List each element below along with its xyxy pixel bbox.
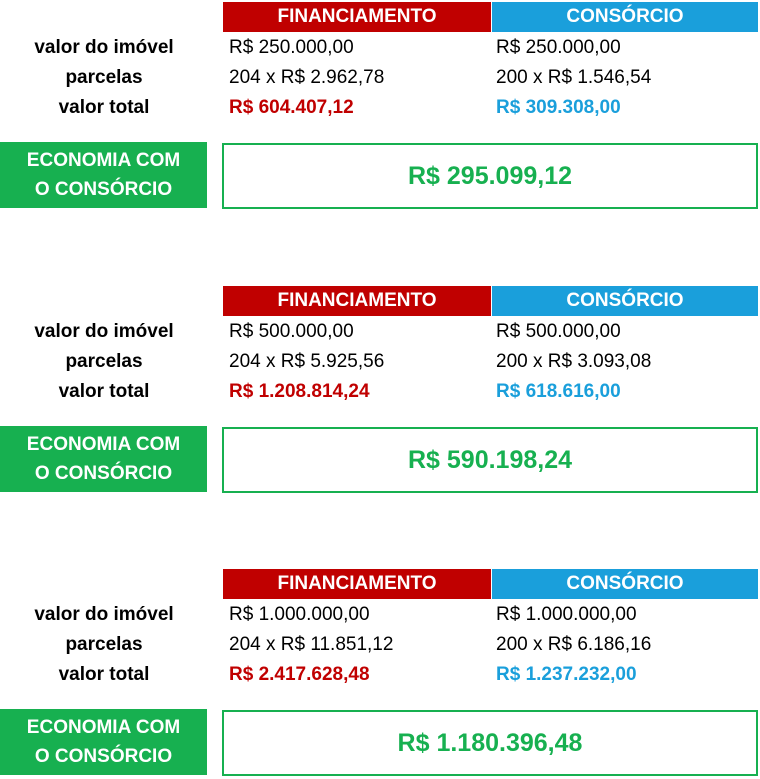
economia-label	[0, 426, 207, 492]
financiamento-parcelas: 204 x R$ 5.925,56	[229, 351, 385, 372]
consorcio-valor-imovel: R$ 1.000.000,00	[496, 604, 637, 625]
comparison-block-1	[0, 2, 760, 212]
financiamento-valor-imovel: R$ 250.000,00	[229, 37, 354, 58]
financiamento-valor-imovel: R$ 500.000,00	[229, 321, 354, 342]
consorcio-parcelas: 200 x R$ 3.093,08	[496, 351, 652, 372]
label-valor-imovel: valor do imóvel	[34, 604, 174, 625]
financiamento-valor-total: R$ 604.407,12	[229, 97, 354, 118]
consorcio-valor-imovel: R$ 500.000,00	[496, 321, 621, 342]
comparison-block-3	[0, 569, 760, 779]
header-consorcio: CONSÓRCIO	[492, 286, 758, 316]
header-financiamento: FINANCIAMENTO	[223, 569, 491, 599]
comparison-block-2	[0, 286, 760, 496]
label-valor-total: valor total	[58, 381, 150, 402]
label-valor-imovel: valor do imóvel	[34, 321, 174, 342]
economia-label-line2: O CONSÓRCIO	[34, 463, 173, 484]
financiamento-valor-total: R$ 1.208.814,24	[229, 381, 370, 402]
economia-value: R$ 590.198,24	[222, 427, 758, 493]
label-parcelas: parcelas	[65, 634, 143, 655]
economia-label-line1: ECONOMIA COM	[26, 150, 181, 171]
economia-label	[0, 142, 207, 208]
financiamento-parcelas: 204 x R$ 11.851,12	[229, 634, 394, 655]
consorcio-valor-imovel: R$ 250.000,00	[496, 37, 621, 58]
label-parcelas: parcelas	[65, 351, 143, 372]
consorcio-valor-total: R$ 618.616,00	[496, 381, 621, 402]
header-financiamento: FINANCIAMENTO	[223, 286, 491, 316]
consorcio-valor-total: R$ 1.237.232,00	[496, 664, 637, 685]
consorcio-parcelas: 200 x R$ 6.186,16	[496, 634, 652, 655]
financiamento-valor-imovel: R$ 1.000.000,00	[229, 604, 370, 625]
financiamento-parcelas: 204 x R$ 2.962,78	[229, 67, 385, 88]
header-consorcio: CONSÓRCIO	[492, 569, 758, 599]
consorcio-valor-total: R$ 309.308,00	[496, 97, 621, 118]
header-financiamento: FINANCIAMENTO	[223, 2, 491, 32]
economia-label-line2: O CONSÓRCIO	[34, 746, 173, 767]
label-parcelas: parcelas	[65, 67, 143, 88]
header-consorcio: CONSÓRCIO	[492, 2, 758, 32]
economia-label-line1: ECONOMIA COM	[26, 717, 181, 738]
label-valor-imovel: valor do imóvel	[34, 37, 174, 58]
economia-value: R$ 1.180.396,48	[222, 710, 758, 776]
economia-label-line2: O CONSÓRCIO	[34, 179, 173, 200]
financiamento-valor-total: R$ 2.417.628,48	[229, 664, 370, 685]
economia-value: R$ 295.099,12	[222, 143, 758, 209]
consorcio-parcelas: 200 x R$ 1.546,54	[496, 67, 652, 88]
label-valor-total: valor total	[58, 664, 150, 685]
economia-label-line1: ECONOMIA COM	[26, 434, 181, 455]
label-valor-total: valor total	[58, 97, 150, 118]
economia-label	[0, 709, 207, 775]
